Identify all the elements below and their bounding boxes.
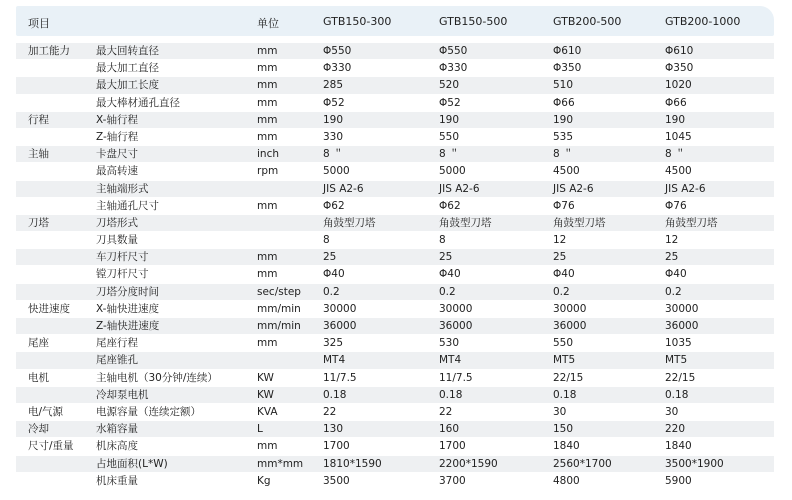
row-value-model-1: 285	[323, 79, 344, 92]
row-value-model-3: 0.18	[553, 388, 577, 401]
row-unit: KW	[257, 371, 274, 384]
row-value-model-4: Φ40	[665, 268, 687, 281]
row-value-model-4: 25	[665, 251, 679, 264]
row-value-model-4: 30	[665, 405, 679, 418]
row-value-model-2: 30000	[439, 302, 473, 315]
row-param-name: 主轴端形式	[96, 182, 149, 195]
row-value-model-2: 190	[439, 113, 460, 126]
table-row	[16, 335, 774, 352]
row-value-model-2: 22	[439, 405, 453, 418]
row-value-model-3: 535	[553, 130, 574, 143]
row-param-name: X-轴行程	[96, 113, 138, 126]
row-value-model-4: 0.2	[665, 285, 682, 298]
row-value-model-2: JIS A2-6	[439, 182, 480, 195]
row-group: 冷却	[28, 423, 49, 436]
row-unit: mm	[257, 45, 278, 57]
row-value-model-2: Φ52	[439, 96, 461, 109]
table-row	[16, 318, 774, 335]
table-row	[16, 352, 774, 369]
table-row	[16, 473, 774, 490]
row-group: 快进速度	[28, 302, 70, 315]
table-row	[16, 215, 774, 232]
row-value-model-1: 角鼓型刀塔	[323, 216, 376, 229]
row-unit: KW	[257, 388, 274, 401]
row-group: 刀塔	[28, 216, 49, 229]
row-value-model-2: 530	[439, 337, 460, 350]
row-value-model-1: MT4	[323, 354, 346, 367]
table-row	[16, 129, 774, 146]
row-param-name: 卡盘尺寸	[96, 148, 138, 161]
row-unit: mm	[257, 79, 278, 92]
row-unit: mm*mm	[257, 457, 304, 470]
row-value-model-3: 0.2	[553, 285, 570, 298]
row-value-model-2: 0.2	[439, 285, 456, 298]
table-row	[16, 163, 774, 180]
header-model-2: GTB150-500	[439, 15, 508, 28]
row-group: 电/气源	[28, 405, 64, 418]
row-value-model-1: 190	[323, 113, 344, 126]
row-value-model-4: Φ610	[665, 45, 694, 57]
table-row	[16, 95, 774, 112]
row-group: 尺寸/重量	[28, 440, 74, 453]
row-param-name: 车刀杆尺寸	[96, 251, 149, 264]
row-value-model-2: 0.18	[439, 388, 463, 401]
row-value-model-3: Φ76	[553, 199, 575, 212]
row-value-model-1: 5000	[323, 165, 350, 178]
row-value-model-3: 150	[553, 423, 574, 436]
row-param-name: 最高转速	[96, 165, 138, 178]
table-row	[16, 60, 774, 77]
row-value-model-4: 190	[665, 113, 686, 126]
row-unit: Kg	[257, 474, 271, 487]
row-unit: rpm	[257, 165, 279, 178]
row-unit: mm	[257, 96, 278, 109]
header-model-3: GTB200-500	[553, 15, 622, 28]
row-value-model-1: Φ52	[323, 96, 345, 109]
row-value-model-4: 0.18	[665, 388, 689, 401]
row-value-model-2: 550	[439, 130, 460, 143]
row-value-model-4: 220	[665, 423, 686, 436]
row-unit: mm/min	[257, 320, 301, 332]
row-value-model-1: 330	[323, 130, 344, 143]
row-unit: mm	[257, 268, 278, 281]
table-row	[16, 421, 774, 438]
row-param-name: 冷却泵电机	[96, 388, 149, 401]
row-unit: mm	[257, 62, 278, 75]
table-row	[16, 284, 774, 301]
row-param-name: 最大加工长度	[96, 79, 159, 92]
row-param-name: Z-轴快进速度	[96, 320, 160, 332]
row-unit: mm/min	[257, 302, 301, 315]
table-row	[16, 438, 774, 455]
row-value-model-1: 0.18	[323, 388, 347, 401]
row-value-model-3: 550	[553, 337, 574, 350]
row-value-model-4: Φ350	[665, 62, 694, 75]
row-param-name: Z-轴行程	[96, 130, 139, 143]
row-value-model-3: Φ40	[553, 268, 575, 281]
row-value-model-2: 11/7.5	[439, 371, 473, 384]
row-value-model-3: 4500	[553, 165, 580, 178]
row-value-model-1: Φ62	[323, 199, 345, 212]
row-value-model-4: 3500*1900	[665, 457, 724, 470]
row-unit: sec/step	[257, 285, 301, 298]
row-value-model-1: 1700	[323, 440, 350, 453]
row-unit: mm	[257, 337, 278, 350]
row-value-model-3: 30000	[553, 302, 587, 315]
row-value-model-4: 1020	[665, 79, 692, 92]
row-group: 加工能力	[28, 45, 70, 57]
row-value-model-3: 8 ＂	[553, 148, 574, 161]
row-value-model-1: 22	[323, 405, 337, 418]
table-row	[16, 146, 774, 163]
row-value-model-3: 2560*1700	[553, 457, 612, 470]
row-value-model-3: 510	[553, 79, 574, 92]
row-value-model-1: 8 ＂	[323, 148, 344, 161]
table-row	[16, 232, 774, 249]
header-item: 项目	[28, 17, 50, 30]
row-group: 尾座	[28, 337, 49, 350]
row-value-model-2: 2200*1590	[439, 457, 498, 470]
table-row	[16, 112, 774, 129]
row-value-model-3: Φ66	[553, 96, 575, 109]
row-unit: mm	[257, 199, 278, 212]
row-value-model-4: 角鼓型刀塔	[665, 216, 718, 229]
row-value-model-2: Φ330	[439, 62, 468, 75]
header-model-1: GTB150-300	[323, 15, 392, 28]
row-value-model-4: 30000	[665, 302, 699, 315]
row-value-model-1: 30000	[323, 302, 357, 315]
row-param-name: 镗刀杆尺寸	[96, 268, 149, 281]
row-value-model-2: 160	[439, 423, 460, 436]
row-value-model-2: 1700	[439, 440, 466, 453]
table-row	[16, 404, 774, 421]
row-unit: KVA	[257, 405, 278, 418]
row-value-model-4: 1035	[665, 337, 692, 350]
row-group: 行程	[28, 113, 49, 126]
row-value-model-1: Φ40	[323, 268, 345, 281]
table-row	[16, 77, 774, 94]
row-value-model-1: 11/7.5	[323, 371, 357, 384]
table-row	[16, 43, 774, 60]
row-param-name: X-轴快进速度	[96, 302, 159, 315]
row-value-model-3: 25	[553, 251, 567, 264]
table-row	[16, 198, 774, 215]
row-value-model-3: 4800	[553, 474, 580, 487]
row-value-model-4: 5900	[665, 474, 692, 487]
row-value-model-3: 190	[553, 113, 574, 126]
row-value-model-3: 1840	[553, 440, 580, 453]
row-value-model-4: MT5	[665, 354, 688, 367]
row-value-model-1: Φ330	[323, 62, 352, 75]
row-value-model-1: Φ550	[323, 45, 352, 57]
header-model-4: GTB200-1000	[665, 15, 741, 28]
row-value-model-2: Φ550	[439, 45, 468, 57]
row-param-name: 机床高度	[96, 440, 138, 453]
row-group: 主轴	[28, 148, 49, 161]
row-param-name: 主轴电机（30分钟/连续）	[96, 371, 218, 384]
table-row	[16, 249, 774, 266]
row-value-model-1: JIS A2-6	[323, 182, 364, 195]
row-value-model-1: 36000	[323, 320, 357, 332]
row-value-model-3: 12	[553, 234, 567, 247]
row-value-model-1: 1810*1590	[323, 457, 382, 470]
row-value-model-2: 3700	[439, 474, 466, 487]
row-value-model-3: JIS A2-6	[553, 182, 594, 195]
table-header	[16, 6, 774, 36]
row-unit: mm	[257, 440, 278, 453]
row-unit: mm	[257, 113, 278, 126]
row-value-model-4: Φ76	[665, 199, 687, 212]
row-value-model-3: 22/15	[553, 371, 584, 384]
row-value-model-4: 36000	[665, 320, 699, 332]
row-param-name: 机床重量	[96, 474, 138, 487]
row-param-name: 刀塔形式	[96, 216, 138, 229]
row-value-model-2: Φ62	[439, 199, 461, 212]
row-param-name: 最大加工直径	[96, 62, 159, 75]
row-value-model-3: 角鼓型刀塔	[553, 216, 606, 229]
row-value-model-2: MT4	[439, 354, 462, 367]
row-param-name: 主轴通孔尺寸	[96, 199, 159, 212]
row-value-model-1: 0.2	[323, 285, 340, 298]
spec-table-body	[16, 43, 774, 490]
row-value-model-4: 1840	[665, 440, 692, 453]
row-value-model-4: 12	[665, 234, 679, 247]
row-value-model-3: 30	[553, 405, 567, 418]
row-unit: L	[257, 423, 263, 436]
row-param-name: 刀塔分度时间	[96, 285, 159, 298]
row-param-name: 尾座锥孔	[96, 354, 138, 367]
row-param-name: 水箱容量	[96, 423, 138, 436]
row-value-model-1: 8	[323, 234, 330, 247]
row-value-model-2: 36000	[439, 320, 473, 332]
row-value-model-4: 4500	[665, 165, 692, 178]
row-value-model-1: 3500	[323, 474, 350, 487]
row-value-model-2: 5000	[439, 165, 466, 178]
row-value-model-4: 22/15	[665, 371, 696, 384]
row-value-model-4: Φ66	[665, 96, 687, 109]
row-value-model-2: Φ40	[439, 268, 461, 281]
row-unit: mm	[257, 251, 278, 264]
table-row	[16, 266, 774, 283]
table-row	[16, 301, 774, 318]
table-row	[16, 387, 774, 404]
row-unit: inch	[257, 148, 279, 161]
row-group: 电机	[28, 371, 49, 384]
row-value-model-2: 520	[439, 79, 460, 92]
row-value-model-2: 8 ＂	[439, 148, 460, 161]
row-value-model-2: 8	[439, 234, 446, 247]
row-value-model-1: 130	[323, 423, 344, 436]
row-param-name: 占地面积(L*W)	[96, 457, 168, 470]
header-unit: 单位	[257, 17, 279, 30]
row-value-model-1: 325	[323, 337, 344, 350]
row-value-model-3: Φ350	[553, 62, 582, 75]
table-row	[16, 370, 774, 387]
row-value-model-4: JIS A2-6	[665, 182, 706, 195]
table-row	[16, 456, 774, 473]
row-value-model-3: Φ610	[553, 45, 582, 57]
row-value-model-4: 8 ＂	[665, 148, 686, 161]
table-row	[16, 181, 774, 198]
row-value-model-1: 25	[323, 251, 337, 264]
row-value-model-3: MT5	[553, 354, 576, 367]
row-value-model-4: 1045	[665, 130, 692, 143]
row-unit: mm	[257, 130, 278, 143]
row-param-name: 最大棒材通孔直径	[96, 96, 180, 109]
row-param-name: 电源容量（连续定额）	[96, 405, 201, 418]
row-value-model-2: 角鼓型刀塔	[439, 216, 492, 229]
row-param-name: 尾座行程	[96, 337, 138, 350]
row-value-model-2: 25	[439, 251, 453, 264]
row-value-model-3: 36000	[553, 320, 587, 332]
row-param-name: 最大回转直径	[96, 45, 159, 57]
row-param-name: 刀具数量	[96, 234, 138, 247]
